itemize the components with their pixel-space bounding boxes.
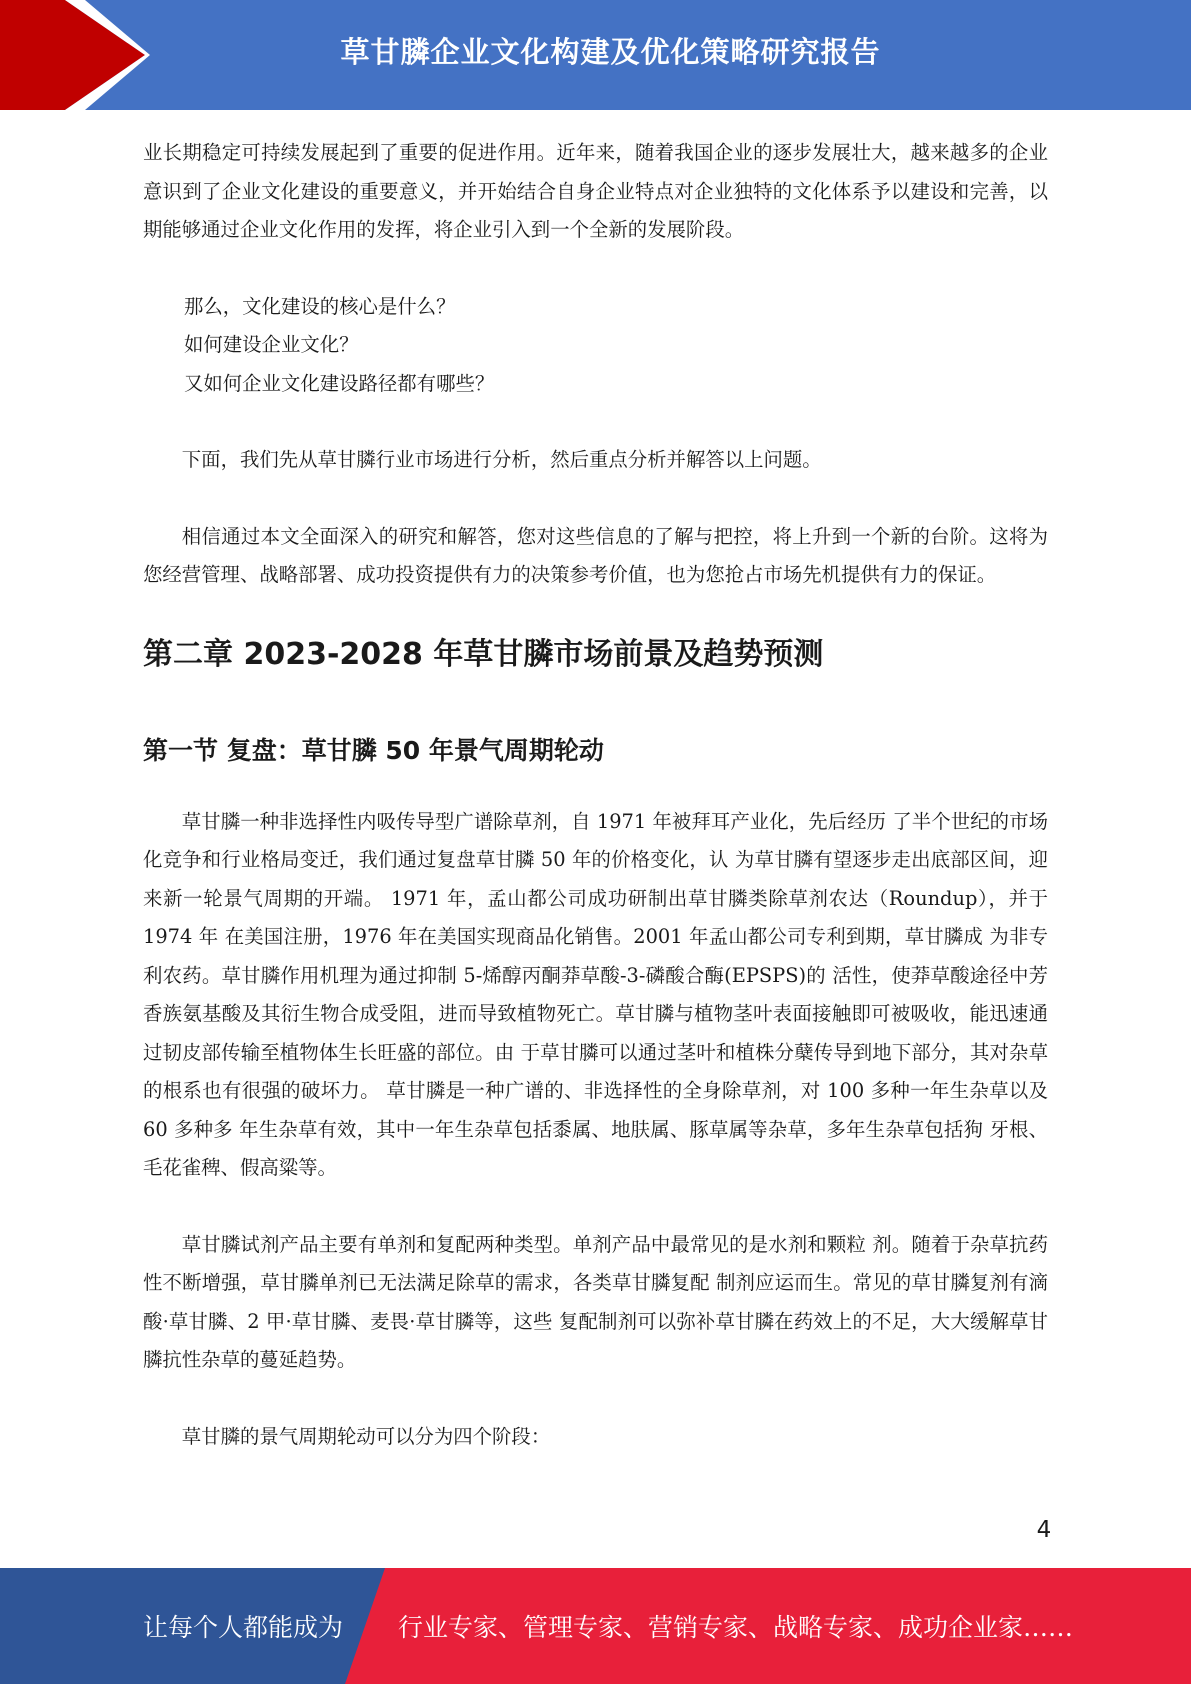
question-list bbox=[143, 288, 1048, 404]
report-title: 草甘膦企业文化构建及优化策略研究报告 bbox=[340, 34, 881, 69]
intro-paragraph: 业长期稳定可持续发展起到了重要的促进作用。近年来，随着我国企业的逐步发展壮大，越来越多的企业意识到了企业文化建设的重要意义，并开始结合自身企业特点对企业独特的文化体系予以建设和完善，以期能够通过企业文化作用的发挥，将企业引入到一个全新的发展阶段。 bbox=[143, 141, 1048, 241]
footer-slogan-right: 行业专家、管理专家、营销专家、战略专家、成功企业家…… bbox=[398, 1613, 1074, 1642]
question-item: 如何建设企业文化？ bbox=[184, 333, 359, 356]
intro-paragraph: 下面，我们先从草甘膦行业市场进行分析，然后重点分析并解答以上问题。 bbox=[181, 448, 822, 471]
footer-slogan-left: 让每个人都能成为 bbox=[143, 1613, 344, 1642]
intro-paragraph: 相信通过本文全面深入的研究和解答，您对这些信息的了解与把控，将上升到一个新的台阶。这将为您经营管理、战略部署、成功投资提供有力的决策参考价值，也为您抢占市场先机提供有力的保证。 bbox=[143, 524, 1048, 586]
page-footer bbox=[0, 1568, 1191, 1684]
body-paragraph: 草甘膦试剂产品主要有单剂和复配两种类型。单剂产品中最常见的是水剂和颗粒 剂。随着于杂草抗药性不断增强，草甘膦单剂已无法满足除草的需求，各类草甘膦复配 制剂应运而生。常见的草甘膦复剂有滴酸·草甘膦、2 甲·草甘膦、麦畏·草甘膦等，这些 复配制剂可以弥补草甘膦在药效上的不足，大大缓解草甘膦抗性杂草的蔓延趋势。 bbox=[143, 1232, 1048, 1371]
body-paragraph: 草甘膦的景气周期轮动可以分为四个阶段： bbox=[181, 1424, 551, 1448]
chapter-heading: 第二章 2023-2028 年草甘膦市场前景及趋势预测 bbox=[143, 636, 824, 672]
page-content bbox=[143, 134, 1048, 1456]
page-header bbox=[0, 0, 1191, 110]
question-item: 又如何企业文化建设路径都有哪些？ bbox=[184, 371, 495, 395]
section-heading: 第一节 复盘：草甘膦 50 年景气周期轮动 bbox=[143, 735, 604, 765]
body-paragraph: 草甘膦一种非选择性内吸传导型广谱除草剂，自 1971 年被拜耳产业化，先后经历 了半个世纪的市场化竞争和行业格局变迁，我们通过复盘草甘膦 50 年的价格变化，认 为草甘膦有望逐步走出底部区间，迎来新一轮景气周期的开端。 1971 年，孟山都公司成功研制出草甘膦类除草剂农达（Roundup），并于 1974 年 在美国注册，1976 年在美国实现商品化销售。2001 年孟山都公司专利到期，草甘膦成 为非专利农药。草甘膦作用机理为通过抑制 5-烯醇丙酮莽草酸-3-磷酸合酶(EPSPS)的 活性，使莽草酸途径中芳香族氨基酸及其衍生物合成受阻，进而导致植物死亡。草甘膦与植物茎叶表面接触即可被吸收，能迅速通过韧皮部传输至植物体生长旺盛的部位。由 于草甘膦可以通过茎叶和植株分蘖传导到地下部分，其对杂草的根系也有很强的破坏力。 草甘膦是一种广谱的、非选择性的全身除草剂，对 100 多种一年生杂草以及 60 多种多 年生杂草有效，其中一年生杂草包括黍属、地肤属、豚草属等杂草，多年生杂草包括狗 牙根、毛花雀稗、假高粱等。 bbox=[143, 809, 1048, 1179]
question-item: 那么，文化建设的核心是什么？ bbox=[184, 294, 456, 318]
page-number: 4 bbox=[1036, 1517, 1052, 1543]
